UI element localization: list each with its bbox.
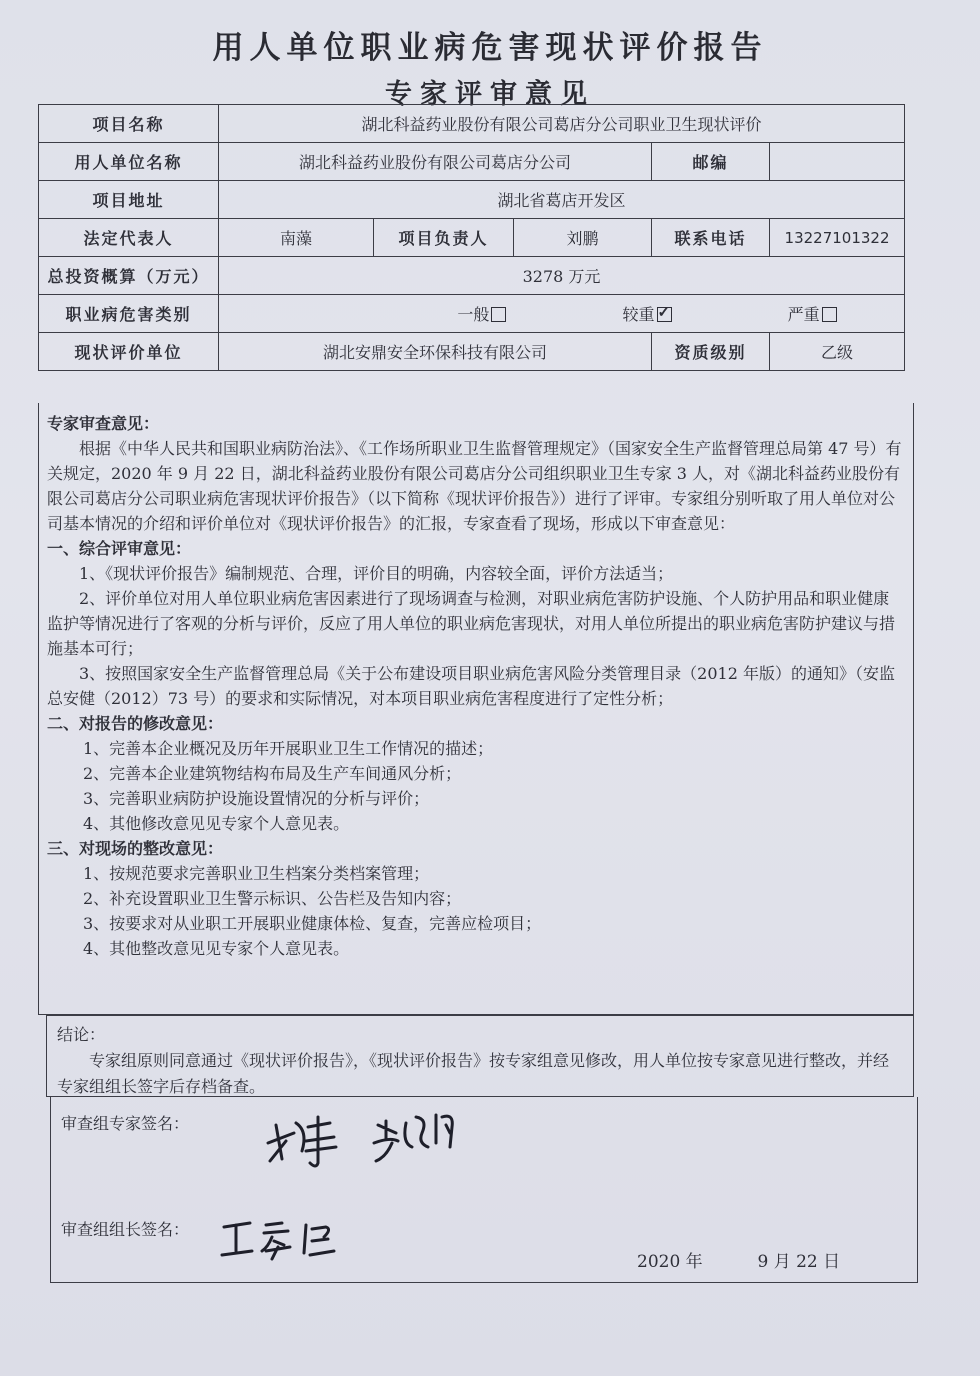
option-general: 一般 [286, 302, 506, 325]
section2-item-1: 1、完善本企业概况及历年开展职业卫生工作情况的描述； [83, 739, 494, 758]
expert-opinion-section [38, 403, 914, 1015]
row-representative [39, 219, 905, 257]
row-project-address [39, 181, 905, 219]
section1-item-3: 3、按照国家安全生产监督管理总局《关于公布建设项目职业病危害风险分类管理目录（2012 年版）的通知》（安监总安健（2012）73 号）的要求和实际情况，对本项目职业病危害程度进行了定性分析； [47, 664, 895, 708]
signature-date: 2020 年 9 月 22 日 [637, 1252, 841, 1272]
section2-item-2: 2、完善本企业建筑物结构布局及生产车间通风分析； [83, 764, 462, 783]
row-hazard-category [39, 295, 905, 333]
label-project-address: 项目地址 [39, 181, 219, 219]
value-project-leader: 刘鹏 [514, 219, 652, 257]
section3-item-2: 2、补充设置职业卫生警示标识、公告栏及告知内容； [83, 889, 462, 908]
section-heading-3: 三、对现场的整改意见： [47, 839, 224, 858]
conclusion-text: 专家组原则同意通过《现状评价报告》，《现状评价报告》按专家组意见修改，用人单位按专家意见进行整改，并经专家组组长签字后存档备查。 [57, 1051, 890, 1096]
row-project-name [39, 105, 905, 143]
label-legal-rep: 法定代表人 [39, 219, 219, 257]
value-employer-name: 湖北科益药业股份有限公司葛店分公司 [219, 143, 652, 181]
section-heading-2: 二、对报告的修改意见： [47, 714, 224, 733]
project-info-table [38, 104, 905, 371]
opinion-heading: 专家审查意见： [47, 414, 160, 433]
value-qualification: 乙级 [770, 333, 905, 371]
conclusion-heading: 结论： [57, 1025, 106, 1044]
checkbox-serious-checked [657, 307, 672, 322]
section2-item-4: 4、其他修改意见见专家个人意见表。 [83, 814, 350, 833]
row-employer-name [39, 143, 905, 181]
section3-item-3: 3、按要求对从业职工开展职业健康体检、复查，完善应检项目； [83, 914, 542, 933]
opinion-intro: 根据《中华人民共和国职业病防治法》、《工作场所职业卫生监督管理规定》（国家安全生产监督管理总局第 47 号）有关规定，2020 年 9 月 22 日，湖北科益药业股份有限公司葛店分公司组织职业卫生专家 3 人，对《湖北科益药业股份有限公司葛店分公司职业病危害现状评价报告》（以下简称《现状评价报告》）进行了评审。专家组分别听取了用人单位对公司基本情况的介绍和评价单位对《现状评价报告》的汇报，专家查看了现场，形成以下审查意见： [47, 439, 902, 533]
value-postcode [770, 143, 905, 181]
value-investment: 3278 万元 [219, 257, 905, 295]
label-investment: 总投资概算（万元） [39, 257, 219, 295]
section3-item-1: 1、按规范要求完善职业卫生档案分类档案管理； [83, 864, 430, 883]
value-project-address: 湖北省葛店开发区 [219, 181, 905, 219]
label-postcode: 邮编 [652, 143, 770, 181]
document-subtitle: 专家评审意见 [385, 79, 595, 110]
option-serious: 较重✓ [512, 302, 672, 325]
label-phone: 联系电话 [652, 219, 770, 257]
option-severe: 严重 [677, 302, 837, 325]
conclusion-section [46, 1015, 914, 1097]
document-title: 用人单位职业病危害现状评价报告 [212, 30, 768, 66]
signature-section [50, 1097, 918, 1283]
value-evaluation-unit: 湖北安鼎安全环保科技有限公司 [219, 333, 652, 371]
leader-signature-label: 审查组组长签名： [61, 1220, 190, 1239]
label-evaluation-unit: 现状评价单位 [39, 333, 219, 371]
row-evaluation-unit [39, 333, 905, 371]
label-employer-name: 用人单位名称 [39, 143, 219, 181]
expert-signature-label: 审查组专家签名： [61, 1114, 190, 1133]
value-phone: 13227101322 [770, 219, 905, 257]
section1-item-1: 1、《现状评价报告》编制规范、合理，评价目的明确，内容较全面，评价方法适当； [79, 564, 674, 583]
checkbox-general [491, 307, 506, 322]
hazard-category-options [219, 295, 905, 333]
label-project-name: 项目名称 [39, 105, 219, 143]
label-qualification: 资质级别 [652, 333, 770, 371]
section2-item-3: 3、完善职业病防护设施设置情况的分析与评价； [83, 789, 430, 808]
label-project-leader: 项目负责人 [374, 219, 514, 257]
label-hazard-category: 职业病危害类别 [39, 295, 219, 333]
section1-item-2: 2、评价单位对用人单位职业病危害因素进行了现场调查与检测，对职业病危害防护设施、个人防护用品和职业健康监护等情况进行了客观的分析与评价，反应了用人单位的职业病危害现状，对用人单位所提出的职业病危害防护建议与措施基本可行； [47, 589, 896, 658]
section3-item-4: 4、其他整改意见见专家个人意见表。 [83, 939, 350, 958]
section-heading-1: 一、综合评审意见： [47, 539, 192, 558]
value-project-name: 湖北科益药业股份有限公司葛店分公司职业卫生现状评价 [219, 105, 905, 143]
leader-handwritten-signature [216, 1217, 346, 1265]
expert-handwritten-signatures [256, 1103, 486, 1173]
row-investment [39, 257, 905, 295]
value-legal-rep: 南藻 [219, 219, 374, 257]
checkbox-severe [822, 307, 837, 322]
